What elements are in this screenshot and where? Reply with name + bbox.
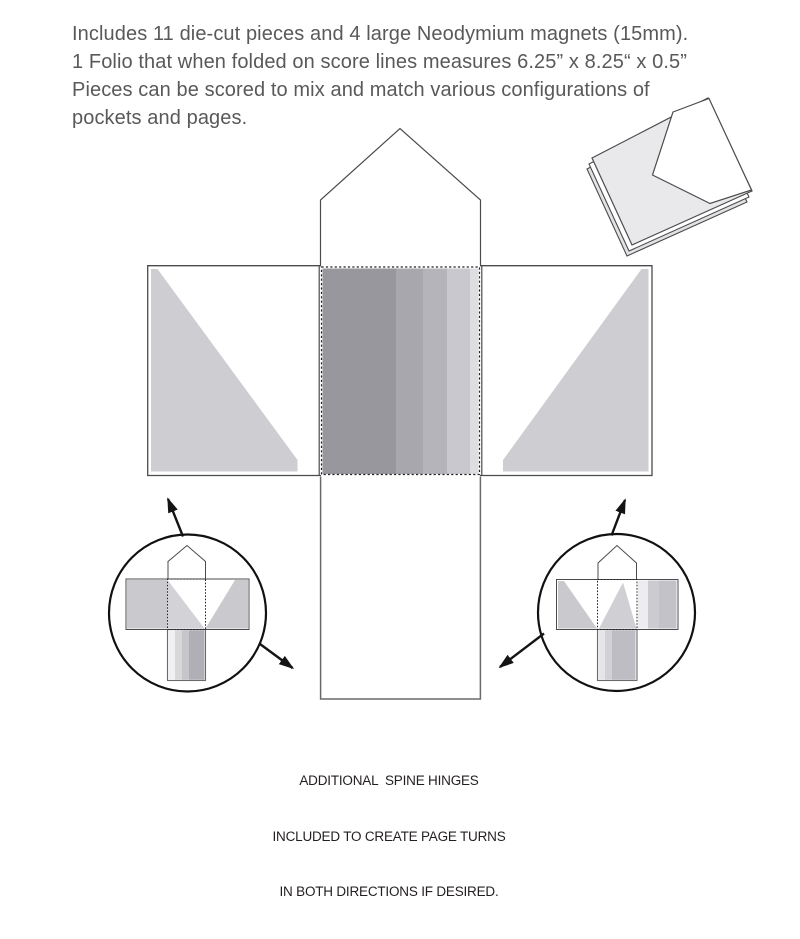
spine-hinges-note xyxy=(139,735,639,939)
detail-inset-left xyxy=(109,535,266,692)
mini-left-bottom-band-4 xyxy=(189,630,205,680)
description-line-2: 1 Folio that when folded on score lines measures 6.25” x 8.25“ x 0.5” xyxy=(72,51,688,73)
arrow-right-circle-to-column xyxy=(500,634,544,668)
caption-line-1: ADDITIONAL SPINE HINGES xyxy=(299,773,479,788)
detail-inset-right xyxy=(538,534,695,691)
mini-right-panel-band-1 xyxy=(638,581,648,629)
mini-right-bottom-band-1 xyxy=(599,630,606,680)
description-line-4: pockets and pages. xyxy=(72,107,248,129)
mini-right-bottom-band-3 xyxy=(612,630,636,680)
arrow-left-circle-to-column xyxy=(260,644,293,668)
caption-line-3: IN BOTH DIRECTIONS IF DESIRED. xyxy=(279,884,499,899)
description-line-1: Includes 11 die-cut pieces and 4 large Neodymium magnets (15mm). xyxy=(72,23,689,45)
center-band-3 xyxy=(423,269,447,475)
caption-line-2: INCLUDED TO CREATE PAGE TURNS xyxy=(272,828,506,844)
mini-right-panel-band-2 xyxy=(648,581,659,629)
center-band-2 xyxy=(396,269,423,475)
description-line-3: Pieces can be scored to mix and match various configurations of xyxy=(72,79,650,101)
arrow-left-circle-to-panel xyxy=(168,499,183,537)
mini-left-left-panel-fill xyxy=(127,580,168,629)
template-bottom-flap-column xyxy=(321,477,481,700)
mini-right-panel-band-3 xyxy=(659,581,677,629)
mini-left-bottom-band-3 xyxy=(182,630,189,680)
mini-left-bottom-band-2 xyxy=(175,630,182,680)
mini-left-bottom-band-1 xyxy=(169,630,176,680)
center-panel-gradient xyxy=(323,269,479,475)
center-band-5 xyxy=(470,269,479,475)
mini-right-bottom-band-2 xyxy=(605,630,612,680)
arrow-right-circle-to-panel xyxy=(612,500,626,536)
center-band-1 xyxy=(323,269,397,475)
center-band-4 xyxy=(447,269,470,475)
folded-folio-illustration xyxy=(587,98,752,256)
right-panel-triangle xyxy=(503,269,649,472)
left-panel-triangle xyxy=(151,269,298,472)
template-top-flap-outline xyxy=(321,129,481,266)
